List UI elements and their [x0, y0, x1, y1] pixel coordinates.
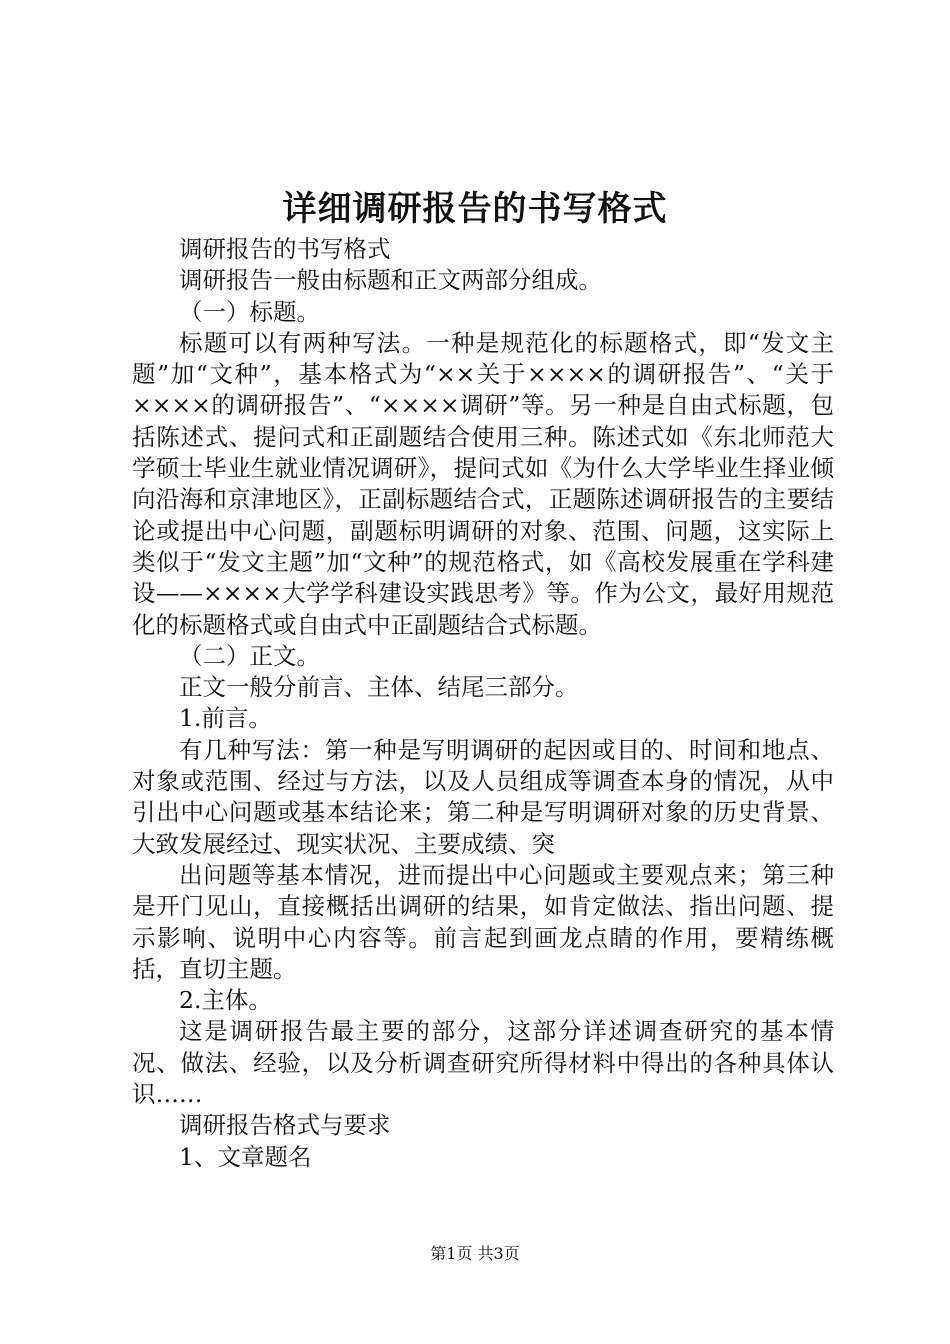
- paragraph: 调研报告的书写格式: [179, 235, 391, 263]
- page-number-footer: 第1页 共3页: [430, 1244, 520, 1263]
- paragraph: 调研报告格式与要求: [179, 1111, 391, 1140]
- document-title: 详细调研报告的书写格式: [282, 189, 668, 229]
- paragraph: 这是调研报告最主要的部分，这部分详述调查研究的基本情况、做法、经验，以及分析调查研究所得材料中得出的各种具体认识……: [132, 1017, 834, 1109]
- subsection-heading: 2.主体。: [179, 986, 272, 1015]
- paragraph: 正文一般分前言、主体、结尾三部分。: [179, 673, 579, 702]
- section-heading: （一）标题。: [179, 297, 320, 326]
- paragraph: 调研报告一般由标题和正文两部分组成。: [179, 266, 602, 295]
- paragraph: 1、文章题名: [179, 1142, 312, 1171]
- section-heading: （二）正文。: [179, 641, 320, 670]
- subsection-heading: 1.前言。: [179, 704, 272, 733]
- paragraph: 标题可以有两种写法。一种是规范化的标题格式，即“发文主题”加“文种”，基本格式为“××关于××××的调研报告”、“关于××××的调研报告”、“××××调研”等。另一种是自由式标题，包括陈述式、提问式和正副题结合使用三种。陈述式如《东北师范大学硕士毕业生就业情况调研》，提问式如《为什么大学毕业生择业倾向沿海和京津地区》，正副标题结合式，正题陈述调研报告的主要结论或提出中心问题，副题标明调研的对象、范围、问题，这实际上类似于“发文主题”加“文种”的规范格式，如《高校发展重在学科建设——××××大学学科建设实践思考》等。作为公文，最好用规范化的标题格式或自由式中正副题结合式标题。: [132, 328, 834, 639]
- document-body: [132, 234, 834, 1173]
- paragraph: 有几种写法：第一种是写明调研的起因或目的、时间和地点、对象或范围、经过与方法，以及人员组成等调查本身的情况，从中引出中心问题或基本结论来；第二种是写明调研对象的历史背景、大致发展经过、现实状况、主要成绩、突: [132, 735, 834, 858]
- paragraph: 出问题等基本情况，进而提出中心问题或主要观点来；第三种是开门见山，直接概括出调研的结果，如肯定做法、指出问题、提示影响、说明中心内容等。前言起到画龙点睛的作用，要精练概括，直切主题。: [132, 860, 834, 983]
